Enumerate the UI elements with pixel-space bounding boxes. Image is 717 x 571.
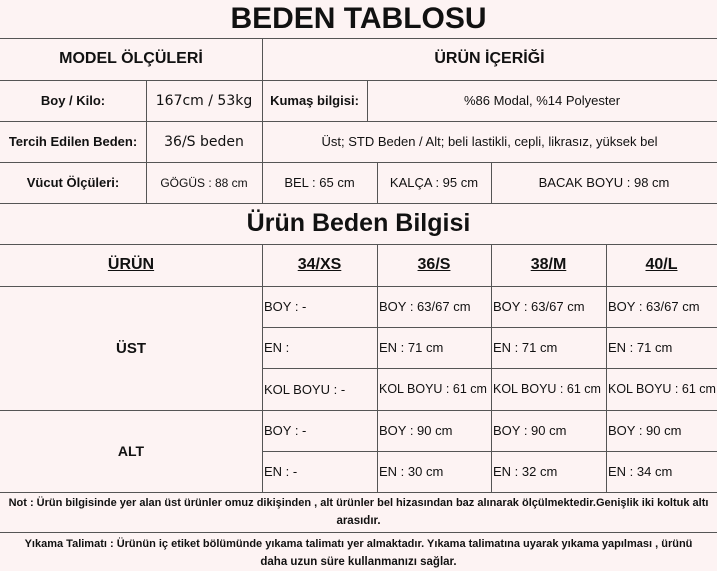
table-cell: KOL BOYU : 61 cm bbox=[608, 382, 716, 396]
table-cell: EN : 30 cm bbox=[379, 464, 444, 479]
urun-icerigi-header: ÜRÜN İÇERİĞİ bbox=[434, 50, 545, 67]
table-cell: EN : 32 cm bbox=[493, 464, 558, 479]
col-header-urun: ÜRÜN bbox=[107, 256, 155, 273]
table-cell: BOY : 63/67 cm bbox=[608, 299, 700, 314]
divider bbox=[0, 492, 717, 493]
beden-bilgisi-title: Ürün Beden Bilgisi bbox=[246, 209, 471, 237]
note-line: Not : Ürün bilgisinde yer alan üst ürünler omuz dikişinden , alt ürünler bel hizasından baz alınarak ölçülmektedir.Genişlik iki koltuk altı bbox=[8, 497, 709, 509]
note-line: arasıdır. bbox=[336, 515, 381, 527]
col-header-38-m: 38/M bbox=[530, 256, 567, 273]
col-header-36-s: 36/S bbox=[417, 256, 451, 273]
table-cell: EN : bbox=[264, 340, 290, 355]
model-header: MODEL ÖLÇÜLERİ bbox=[59, 50, 203, 67]
table-cell: EN : 71 cm bbox=[379, 340, 444, 355]
kalca-value: KALÇA : 95 cm bbox=[389, 175, 479, 190]
ust-label: ÜST bbox=[116, 339, 146, 357]
table-cell: BOY : - bbox=[264, 299, 307, 314]
table-cell: KOL BOYU : 61 cm bbox=[493, 382, 601, 396]
alt-label: ALT bbox=[117, 443, 145, 459]
table-cell: BOY : 90 cm bbox=[608, 423, 682, 438]
note-line: daha uzun süre kullanmanızı sağlar. bbox=[260, 556, 457, 568]
boy-kilo-value: 167cm / 53kg bbox=[155, 92, 253, 109]
table-cell: EN : 71 cm bbox=[493, 340, 558, 355]
vucut-label: Vücut Ölçüleri: bbox=[26, 175, 120, 190]
table-cell: BOY : - bbox=[264, 423, 307, 438]
note-text bbox=[0, 494, 717, 530]
table-cell: BOY : 90 cm bbox=[493, 423, 567, 438]
tercih-value: 36/S beden bbox=[164, 133, 244, 150]
divider bbox=[0, 532, 717, 533]
table-cell: EN : 34 cm bbox=[608, 464, 673, 479]
bel-value: BEL : 65 cm bbox=[284, 175, 355, 190]
table-cell: EN : - bbox=[264, 464, 298, 479]
washing-instruction bbox=[0, 535, 717, 571]
table-cell: BOY : 63/67 cm bbox=[493, 299, 585, 314]
bacak-value: BACAK BOYU : 98 cm bbox=[538, 175, 670, 190]
tercih-label: Tercih Edilen Beden: bbox=[8, 134, 138, 149]
kumas-label: Kumaş bilgisi: bbox=[270, 93, 359, 108]
col-header-34-xs: 34/XS bbox=[297, 256, 342, 273]
table-cell: KOL BOYU : 61 cm bbox=[379, 382, 487, 396]
col-header-40-l: 40/L bbox=[645, 256, 678, 273]
table-cell: BOY : 63/67 cm bbox=[379, 299, 471, 314]
table-cell: KOL BOYU : - bbox=[264, 381, 346, 397]
note-line: Yıkama Talimatı : Ürünün iç etiket bölümünde yıkama talimatı yer almaktadır. Yıkama talimatına uyarak yıkama yapılması , ürünü bbox=[24, 538, 693, 550]
urun-detay: Üst; STD Beden / Alt; beli lastikli, cepli, likrasız, yüksek bel bbox=[321, 134, 658, 149]
kumas-value: %86 Modal, %14 Polyester bbox=[463, 93, 621, 108]
page-title: BEDEN TABLOSU bbox=[230, 2, 487, 35]
boy-kilo-label: Boy / Kilo: bbox=[40, 93, 106, 108]
gogus-value: GÖGÜS : 88 cm bbox=[160, 175, 248, 190]
table-cell: BOY : 90 cm bbox=[379, 423, 453, 438]
table-cell: EN : 71 cm bbox=[608, 340, 673, 355]
